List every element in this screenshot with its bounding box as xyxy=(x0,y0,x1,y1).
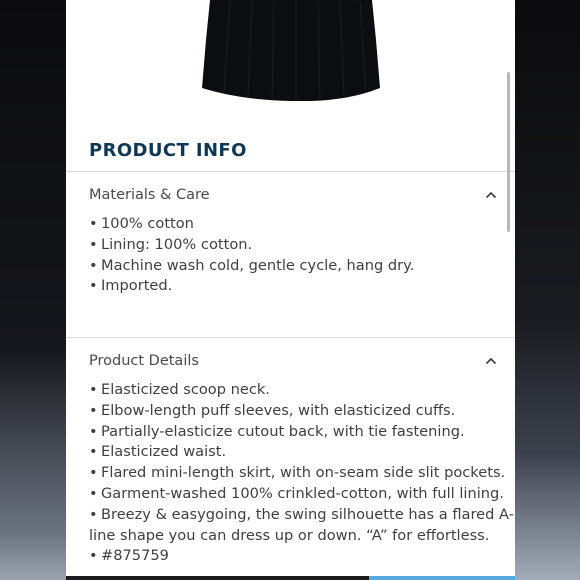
accordion-header-materials-care[interactable] xyxy=(89,184,499,206)
list-item: • Elasticized scoop neck. xyxy=(89,380,514,401)
product-details-list xyxy=(89,380,514,567)
divider xyxy=(66,171,515,172)
list-item: • Elbow-length puff sleeves, with elasticized cuffs. xyxy=(89,401,514,422)
scrollbar[interactable] xyxy=(507,72,510,232)
list-item: • #875759 xyxy=(89,546,514,567)
background-left xyxy=(0,0,66,580)
list-item: • Lining: 100% cotton. xyxy=(89,235,514,256)
product-info-panel xyxy=(66,0,515,580)
accordion-title: Materials & Care xyxy=(89,187,210,203)
list-item: • Partially-elasticize cutout back, with tie fastening. xyxy=(89,422,514,443)
list-item: • Breezy & easygoing, the swing silhouette has a flared A-line shape you can dress up or down. “A” for effortless. xyxy=(89,505,514,547)
list-item: • Imported. xyxy=(89,276,514,297)
chevron-up-icon[interactable] xyxy=(483,353,499,369)
list-item: • Garment-washed 100% crinkled-cotton, with full lining. xyxy=(89,484,514,505)
list-item: • Flared mini-length skirt, with on-seam side slit pockets. xyxy=(89,463,514,484)
bottom-bar-accent xyxy=(369,576,515,580)
list-item: • Machine wash cold, gentle cycle, hang dry. xyxy=(89,256,514,277)
accordion-header-product-details[interactable] xyxy=(89,350,499,372)
product-image xyxy=(200,0,382,102)
section-title: PRODUCT INFO xyxy=(89,140,247,161)
bottom-bar xyxy=(66,576,369,580)
chevron-up-icon[interactable] xyxy=(483,187,499,203)
materials-care-list xyxy=(89,214,514,297)
divider xyxy=(66,337,515,338)
background-right xyxy=(514,0,580,580)
list-item: • 100% cotton xyxy=(89,214,514,235)
accordion-title: Product Details xyxy=(89,353,199,369)
list-item: • Elasticized waist. xyxy=(89,442,514,463)
